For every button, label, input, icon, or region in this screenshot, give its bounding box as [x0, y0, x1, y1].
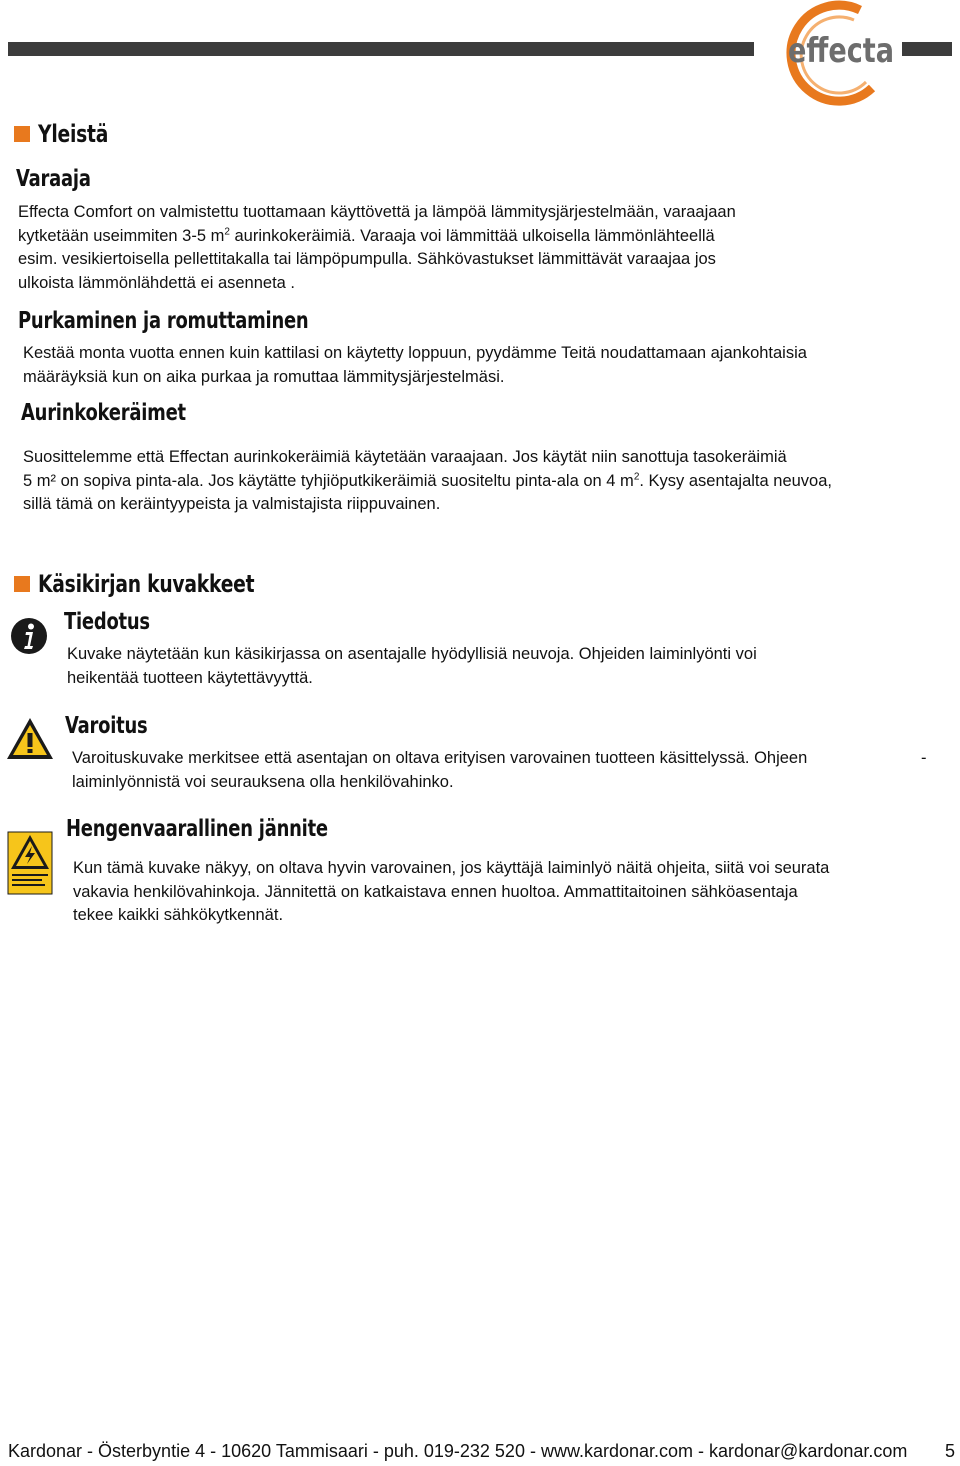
- page-number: 5: [945, 1441, 956, 1461]
- section-title: Yleistä: [38, 120, 109, 148]
- jannite-heading: Hengenvaarallinen jännite: [66, 816, 328, 842]
- varaaja-heading: Varaaja: [16, 166, 91, 192]
- purkaminen-paragraph: [23, 342, 923, 389]
- text-line: heikentää tuotteen käytettävyyttä.: [67, 668, 313, 687]
- text-line: Suosittelemme että Effectan aurinkokeräimiä käytetään varaajaan. Jos käytät niin sanottuja tasokeräimiä: [23, 448, 787, 466]
- header-bar-right: [902, 42, 952, 56]
- tiedotus-paragraph: [67, 643, 907, 690]
- aurinko-paragraph: [23, 446, 933, 517]
- section-bullet-icon: [14, 126, 30, 142]
- purkaminen-heading: Purkaminen ja romuttaminen: [18, 308, 309, 334]
- text-line: kytketään useimmiten 3-5 $m^2$ aurinkokeräimiä. Varaaja voi lämmittää ulkoisella lämmönlähteellä: [18, 226, 715, 245]
- varaaja-paragraph: [18, 201, 918, 295]
- footer-contact: Kardonar - Österbyntie 4 - 10620 Tammisaari - puh. 019-232 520 - www.kardonar.com - kardonar@kardonar.com: [8, 1441, 908, 1461]
- varoitus-paragraph: [72, 747, 912, 794]
- section-yleista-heading: [14, 120, 128, 148]
- text-line: ulkoista lämmönlähdettä ei asenneta .: [18, 273, 296, 292]
- text-line: 5 m² on sopiva pinta-ala. Jos käytätte tyhjiöputkikeräimiä suositeltu pinta-ala on 4 $m^2$. Kysy asentajalta neuvoa,: [23, 471, 832, 490]
- section-bullet-icon: [14, 576, 30, 592]
- info-icon: [10, 617, 48, 655]
- text-line: tekee kaikki sähkökytkennät.: [73, 906, 284, 924]
- header-bar-left: [8, 42, 754, 56]
- section-title: Käsikirjan kuvakkeet: [38, 570, 255, 598]
- logo-text: effecta: [788, 31, 894, 71]
- varoitus-heading: Varoitus: [65, 713, 148, 739]
- text-line: Kuvake näytetään kun käsikirjassa on asentajalle hyödyllisiä neuvoja. Ohjeiden laiminlyönti voi: [67, 645, 757, 663]
- text-line: Effecta Comfort on valmistettu tuottamaan käyttövettä ja lämpöä lämmitysjärjestelmään, varaajaan: [18, 203, 736, 221]
- text-line: vakavia henkilövahinkoja. Jännitettä on katkaistava ennen huoltoa. Ammattitaitoinen sähköasentaja: [73, 882, 798, 901]
- jannite-paragraph: [73, 857, 933, 928]
- text-line: sillä tämä on keräintyypeista ja valmistajista riippuvainen.: [23, 495, 441, 513]
- text-line: määräyksiä kun on aika purkaa ja romuttaa lämmitysjärjestelmäsi.: [23, 367, 505, 386]
- section-kuvakkeet-heading: [14, 570, 315, 598]
- effecta-logo: [772, 2, 896, 106]
- text-line: esim. vesikiertoisella pellettitakalla tai lämpöpumpulla. Sähkövastukset lämmittävät varaajaa jos: [18, 250, 716, 268]
- aurinko-heading: Aurinkokeräimet: [21, 400, 186, 426]
- high-voltage-icon: [8, 832, 52, 894]
- tiedotus-heading: Tiedotus: [64, 609, 150, 635]
- text-line: Kestää monta vuotta ennen kuin kattilasi on käytetty loppuun, pyydämme Teitä noudattamaan ajankohtaisia: [23, 344, 807, 362]
- text-line: Kun tämä kuvake näkyy, on oltava hyvin varovainen, jos käyttäjä laiminlyö näitä ohjeita, siitä voi seurata: [73, 859, 830, 877]
- warning-icon: [5, 716, 55, 762]
- text-line: Varoituskuvake merkitsee että asentajan on oltava erityisen varovainen tuotteen käsittelyssä. Ohjeen: [72, 749, 808, 767]
- text-line: laiminlyönnistä voi seurauksena olla henkilövahinko.: [72, 772, 454, 791]
- stray-dash: -: [921, 749, 927, 767]
